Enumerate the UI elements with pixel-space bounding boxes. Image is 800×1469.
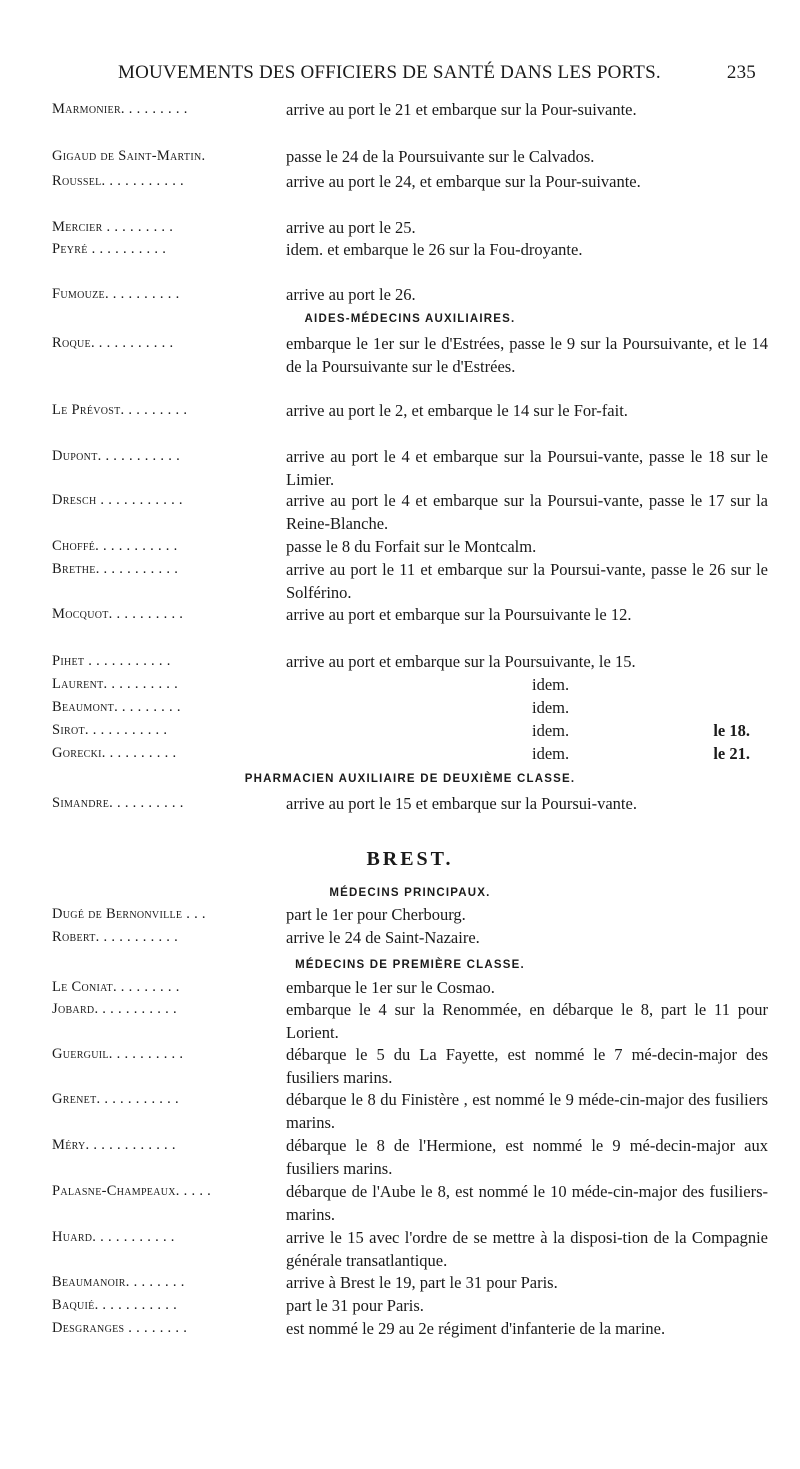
officer-name: Roque. . . . . . . . . . .: [52, 335, 174, 351]
city-heading: BREST.: [366, 848, 454, 870]
section-heading-pharmacien: PHARMACIEN AUXILIAIRE DE DEUXIÈME CLASSE.: [244, 773, 576, 785]
movement-text: débarque le 8 du Finistère , est nommé le 9 méde-cin-major des fusiliers marins.: [286, 1090, 768, 1132]
date-value: le 21.: [713, 744, 750, 763]
officer-name: Huard. . . . . . . . . . .: [52, 1229, 175, 1245]
officer-name: Pihet . . . . . . . . . . .: [52, 653, 171, 669]
officer-name: Roussel. . . . . . . . . . .: [52, 173, 184, 189]
idem-mark: idem.: [532, 675, 570, 694]
movement-text: arrive au port le 4 et embarque sur la Poursui-vante, passe le 17 sur la Reine-Blanche.: [286, 491, 768, 533]
officer-name: Choffé. . . . . . . . . . .: [52, 538, 178, 554]
movement-text: arrive à Brest le 19, part le 31 pour Paris.: [286, 1273, 558, 1292]
movement-text: arrive au port le 26.: [286, 285, 416, 304]
movement-text: débarque le 5 du La Fayette, est nommé le 7 mé-decin-major des fusiliers marins.: [286, 1045, 768, 1087]
movement-text: passe le 24 de la Poursuivante sur le Calvados.: [286, 147, 595, 166]
date-value: le 18.: [713, 721, 750, 740]
officer-name: Le Prévost. . . . . . . . .: [52, 402, 188, 418]
entry-row: [52, 98, 768, 144]
officer-name: Dugé de Bernonville . . .: [52, 906, 206, 922]
movement-text: arrive au port et embarque sur la Poursuivante, le 15.: [286, 652, 636, 671]
officer-name: Méry. . . . . . . . . . . .: [52, 1137, 176, 1153]
officer-name: Guerguil. . . . . . . . . .: [52, 1046, 184, 1062]
section-heading-aides: AIDES-MÉDECINS AUXILIAIRES.: [304, 313, 516, 325]
officer-name: Marmonier. . . . . . . . .: [52, 101, 188, 117]
movement-text: embarque le 1er sur le Cosmao.: [286, 978, 495, 997]
movement-text: part le 31 pour Paris.: [286, 1296, 424, 1315]
movement-text: arrive au port le 24, et embarque sur la Pour-suivante.: [286, 172, 641, 191]
movement-text: arrive au port le 15 et embarque sur la Poursui-vante.: [286, 794, 637, 813]
movement-text: arrive au port le 11 et embarque sur la Poursui-vante, passe le 26 sur le Solférino.: [286, 560, 768, 602]
movement-text: arrive au port et embarque sur la Poursuivante le 12.: [286, 605, 632, 624]
officer-name: Palasne-Champeaux. . . . .: [52, 1183, 212, 1199]
officer-name: Beaumanoir. . . . . . . .: [52, 1274, 185, 1290]
officer-name: Dupont. . . . . . . . . . .: [52, 448, 181, 464]
movement-text: passe le 8 du Forfait sur le Montcalm.: [286, 537, 537, 556]
movement-text: débarque de l'Aube le 8, est nommé le 10 méde-cin-major des fusiliers-marins.: [286, 1182, 768, 1224]
officer-name: Baquié. . . . . . . . . . .: [52, 1297, 177, 1313]
officer-name: Grenet. . . . . . . . . . .: [52, 1091, 179, 1107]
movement-text: embarque le 4 sur la Renommée, en débarque le 8, part le 11 pour Lorient.: [286, 1000, 768, 1042]
movement-text: part le 1er pour Cherbourg.: [286, 905, 466, 924]
movement-text: arrive au port le 2, et embarque le 14 sur le For-fait.: [286, 401, 628, 420]
officer-name: Robert. . . . . . . . . . .: [52, 929, 179, 945]
officer-name: Fumouze. . . . . . . . . .: [52, 286, 180, 302]
movement-text: arrive au port le 21 et embarque sur la Pour-suivante.: [286, 100, 637, 119]
officer-name: Sirot. . . . . . . . . . .: [52, 722, 168, 738]
movement-text: embarque le 1er sur le d'Estrées, passe le 9 sur la Poursuivante, et le 14 de la Poursuivante sur le d'Estrées.: [286, 334, 768, 376]
officer-name: Jobard. . . . . . . . . . .: [52, 1001, 177, 1017]
officer-name: Beaumont. . . . . . . . .: [52, 699, 181, 715]
idem-mark: idem.: [532, 744, 570, 763]
officer-name: Simandre. . . . . . . . . .: [52, 795, 184, 811]
idem-mark: idem.: [532, 721, 570, 740]
movement-text: arrive au port le 25.: [286, 218, 416, 237]
idem-mark: idem.: [532, 698, 570, 717]
page-number: 235: [726, 62, 756, 83]
running-header: [118, 62, 768, 88]
movement-text: arrive le 24 de Saint-Nazaire.: [286, 928, 480, 947]
movement-text: idem. et embarque le 26 sur la Fou-droyante.: [286, 240, 583, 259]
officer-name: Peyré . . . . . . . . . .: [52, 241, 167, 257]
officer-name: Desgranges . . . . . . . .: [52, 1320, 188, 1336]
section-heading-premiere: MÉDECINS DE PREMIÈRE CLASSE.: [295, 959, 525, 971]
officer-name: Brethe. . . . . . . . . . .: [52, 561, 179, 577]
officer-name: Gorecki. . . . . . . . . .: [52, 745, 177, 761]
officer-name: Dresch . . . . . . . . . . .: [52, 492, 183, 508]
officer-name: Le Coniat. . . . . . . . .: [52, 979, 180, 995]
officer-name: Laurent. . . . . . . . . .: [52, 676, 179, 692]
movement-text: est nommé le 29 au 2e régiment d'infanterie de la marine.: [286, 1319, 666, 1338]
movement-text: débarque le 8 de l'Hermione, est nommé le 9 mé-decin-major aux fusiliers marins.: [286, 1136, 768, 1178]
movement-text: arrive au port le 4 et embarque sur la Poursui-vante, passe le 18 sur le Limier.: [286, 447, 768, 489]
officer-name: Mercier . . . . . . . . .: [52, 219, 174, 235]
officer-name: Mocquot. . . . . . . . . .: [52, 606, 184, 622]
officer-name: Gigaud de Saint-Martin.: [52, 148, 206, 164]
section-heading-principaux: MÉDECINS PRINCIPAUX.: [329, 887, 491, 899]
running-title: MOUVEMENTS DES OFFICIERS DE SANTÉ DANS LES PORTS.: [118, 62, 661, 83]
movement-text: arrive le 15 avec l'ordre de se mettre à la disposi-tion de la Compagnie générale transatlantique.: [286, 1228, 768, 1270]
